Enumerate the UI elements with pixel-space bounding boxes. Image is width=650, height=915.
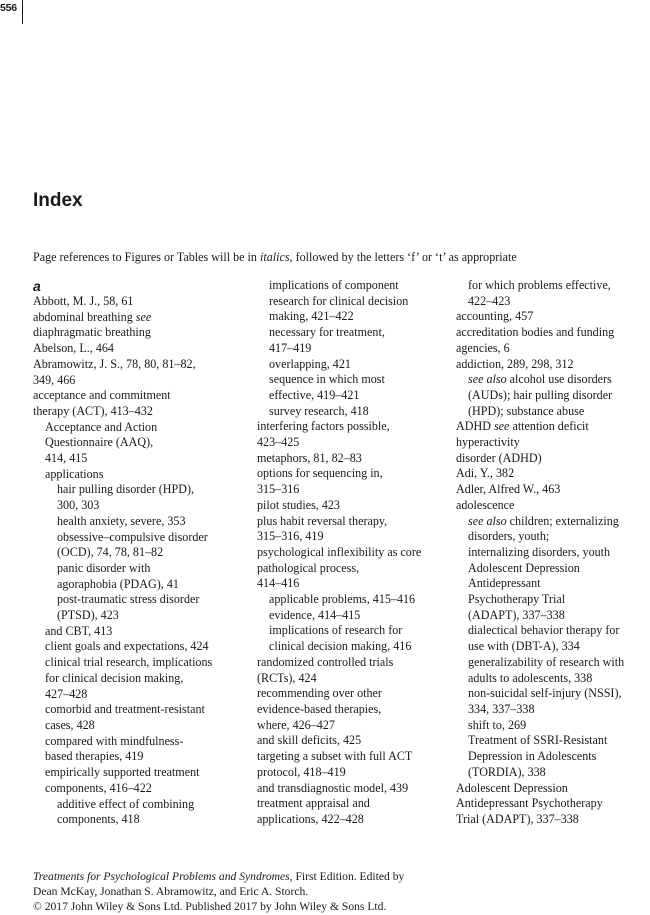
index-entry-line: hair pulling disorder (HPD), — [57, 482, 195, 497]
index-entry-line: client goals and expectations, 424 — [45, 639, 209, 654]
index-entry — [33, 357, 248, 388]
index-entry-line: plus habit reversal therapy, — [257, 513, 388, 528]
index-subentry — [257, 608, 449, 624]
index-entry-line: accreditation bodies and funding — [456, 325, 615, 340]
index-entry-line: 334, 337–338 — [468, 701, 535, 716]
index-entry — [456, 466, 650, 482]
index-subentry — [33, 655, 248, 702]
footer-edition: , First Edition. Edited by — [289, 870, 405, 883]
index-entry-line: Abbott, M. J., 58, 61 — [33, 294, 134, 308]
cross-reference-label: see — [493, 419, 510, 434]
index-entry — [257, 451, 449, 467]
footer-book-title: Treatments for Psychological Problems and Syndromes — [33, 870, 290, 883]
index-entry-line: Adi, Y., 382 — [456, 466, 515, 481]
page-number-rule — [22, 0, 23, 24]
index-entry — [33, 310, 248, 341]
index-entry-line: survey research, 418 — [269, 403, 369, 418]
index-entry-line: evidence, 414–415 — [269, 607, 361, 622]
index-entry-line: and transdiagnostic model, 439 — [257, 780, 409, 795]
index-entry-line: generalizability of research with — [468, 654, 625, 669]
index-subentry — [257, 592, 449, 608]
index-entry-line: abdominal breathing see — [33, 309, 152, 324]
index-entry-line: implications of component — [269, 278, 399, 292]
footer-book-line — [33, 869, 633, 884]
index-subentry — [33, 639, 248, 655]
index-subentry — [33, 624, 248, 640]
index-entry-line: Acceptance and Action — [45, 419, 158, 434]
index-subentry — [33, 514, 248, 530]
index-entry-line: applicable problems, 415–416 — [269, 592, 416, 607]
index-entry-line: additive effect of combining — [57, 796, 195, 811]
index-entry-line: for clinical decision making, — [45, 670, 184, 685]
index-entry-line: 315–316, 419 — [257, 529, 324, 544]
index-entry-line: agoraphobia (PDAG), 41 — [57, 576, 179, 591]
index-subentry — [456, 655, 650, 686]
index-subentry — [456, 718, 650, 734]
index-entry-line: internalizing disorders, youth — [468, 544, 611, 559]
cross-reference-label: see also — [468, 513, 507, 528]
cross-reference-label: see also — [468, 372, 507, 387]
index-entry — [257, 655, 449, 686]
index-entry — [257, 796, 449, 827]
footer-copyright: © 2017 John Wiley & Sons Ltd. Published 2017 by John Wiley & Sons Ltd. — [33, 900, 387, 914]
index-entry — [456, 325, 650, 356]
index-entry-line: pilot studies, 423 — [257, 497, 340, 512]
index-subentry — [456, 514, 650, 561]
index-entry-line: necessary for treatment, — [269, 325, 385, 340]
index-entry — [33, 388, 248, 419]
index-entry-line: Abramowitz, J. S., 78, 80, 81–82, — [33, 356, 196, 371]
intro-italic-word: italics — [259, 250, 290, 264]
index-entry — [257, 419, 449, 450]
index-entry — [257, 781, 449, 797]
index-entry-line: psychological inflexibility as core — [257, 544, 422, 559]
index-entry-line: based therapies, 419 — [45, 749, 144, 764]
index-entry — [456, 482, 650, 498]
index-entry-line: empirically supported treatment — [45, 765, 200, 780]
index-entry-line: Depression in Adolescents — [468, 749, 597, 764]
index-entry — [257, 514, 449, 545]
index-subentry — [33, 702, 248, 733]
index-entry-line: 423–425 — [257, 435, 300, 450]
index-entry-line: non-suicidal self-injury (NSSI), — [468, 686, 622, 701]
index-entry-line: comorbid and treatment-resistant — [45, 702, 205, 717]
index-entry-line: 422–423 — [468, 293, 511, 308]
index-subentry — [33, 482, 248, 513]
cross-reference-label: see — [135, 309, 152, 324]
index-entry-line: overlapping, 421 — [269, 356, 351, 371]
index-entry-line: making, 421–422 — [269, 309, 354, 324]
index-entry-line: applications — [45, 466, 104, 481]
column-1-entries — [33, 294, 248, 828]
index-entry-line: (AUDs); hair pulling disorder — [468, 387, 613, 402]
index-entry-line: 315–316 — [257, 482, 300, 497]
index-entry-line: Psychotherapy Trial — [468, 592, 566, 607]
index-subentry — [456, 372, 650, 419]
index-entry-line: compared with mindfulness- — [45, 733, 184, 748]
index-entry — [257, 733, 449, 749]
index-entry-line: hyperactivity — [456, 435, 520, 450]
index-entry-line: Adolescent Depression — [456, 780, 568, 795]
index-entry — [257, 466, 449, 497]
index-entry-line: (HPD); substance abuse — [468, 403, 585, 418]
index-entry-line: shift to, 269 — [468, 717, 527, 732]
index-entry — [257, 545, 449, 592]
index-entry-line: sequence in which most — [269, 372, 385, 387]
section-letter: a — [33, 278, 41, 294]
index-entry-line: 349, 466 — [33, 372, 76, 387]
page-number: 556 — [0, 2, 17, 14]
index-entry-line: post-traumatic stress disorder — [57, 592, 200, 607]
index-entry — [456, 357, 650, 373]
index-subentry — [33, 467, 248, 483]
index-subentry — [456, 686, 650, 717]
index-intro — [33, 249, 633, 265]
index-entry-line: use with (DBT-A), 334 — [468, 639, 580, 654]
index-entry-line: Antidepressant Psychotherapy — [456, 796, 603, 811]
index-entry-line: clinical decision making, 416 — [269, 639, 412, 654]
index-entry-line: addiction, 289, 298, 312 — [456, 356, 574, 371]
index-entry-line: disorder (ADHD) — [456, 450, 542, 465]
index-entry-line: agencies, 6 — [456, 340, 510, 355]
index-entry-line: therapy (ACT), 413–432 — [33, 403, 153, 418]
index-entry-line: evidence-based therapies, — [257, 701, 382, 716]
index-entry — [257, 749, 449, 780]
index-entry-line: (TORDIA), 338 — [468, 764, 546, 779]
index-entry-line: 414, 415 — [45, 451, 88, 466]
index-subentry — [257, 372, 449, 403]
index-entry-line: 414–416 — [257, 576, 300, 591]
index-entry-line: Treatment of SSRI-Resistant — [468, 733, 608, 748]
index-entry-line: disorders, youth; — [468, 529, 550, 544]
index-column-1 — [33, 278, 248, 828]
index-entry-line: effective, 419–421 — [269, 387, 360, 402]
index-entry-line: adults to adolescents, 338 — [468, 670, 593, 685]
index-title: Index — [33, 190, 83, 211]
index-entry-line: components, 416–422 — [45, 780, 152, 795]
index-column-2 — [257, 278, 449, 828]
index-subentry — [456, 733, 650, 780]
index-entry-line: 417–419 — [269, 340, 312, 355]
index-entry-line: treatment appraisal and — [257, 796, 370, 811]
index-subentry — [33, 420, 248, 467]
index-entry-line: components, 418 — [57, 812, 140, 827]
index-subentry — [456, 561, 650, 624]
index-subentry — [257, 357, 449, 373]
index-entry-line: for which problems effective, — [468, 278, 611, 292]
index-entry-line: Antidepressant — [468, 576, 541, 591]
index-entry-line: pathological process, — [257, 560, 360, 575]
index-entry-line: and skill deficits, 425 — [257, 733, 362, 748]
index-entry-line: cases, 428 — [45, 717, 95, 732]
index-subentry — [33, 592, 248, 623]
index-entry-line: dialectical behavior therapy for — [468, 623, 620, 638]
index-entry-line: randomized controlled trials — [257, 654, 394, 669]
index-entry-line: applications, 422–428 — [257, 811, 364, 826]
index-subentry — [33, 734, 248, 765]
index-entry-line: where, 426–427 — [257, 717, 335, 732]
index-entry — [456, 309, 650, 325]
index-entry-line: metaphors, 81, 82–83 — [257, 450, 362, 465]
index-entry-line: health anxiety, severe, 353 — [57, 513, 186, 528]
index-subentry — [257, 623, 449, 654]
column-3-entries — [456, 278, 650, 828]
index-entry-line: 427–428 — [45, 686, 88, 701]
index-column-3 — [456, 278, 650, 828]
index-entry-line: (OCD), 74, 78, 81–82 — [57, 545, 164, 560]
index-entry-line: recommending over other — [257, 686, 382, 701]
column-2-entries — [257, 278, 449, 828]
index-entry — [257, 498, 449, 514]
intro-prefix: Page references to Figures or Tables will be in — [33, 250, 260, 264]
index-entry-line: Adler, Alfred W., 463 — [456, 482, 561, 497]
footer-editors: Dean McKay, Jonathan S. Abramowitz, and Eric A. Storch. — [33, 885, 309, 899]
index-subentry — [33, 765, 248, 796]
index-entry-line: research for clinical decision — [269, 293, 409, 308]
index-entry-line: (PTSD), 423 — [57, 608, 119, 623]
index-entry-line: 300, 303 — [57, 498, 100, 513]
index-entry-line: options for sequencing in, — [257, 466, 383, 481]
index-entry-line: implications of research for — [269, 623, 403, 638]
index-entry-line: panic disorder with — [57, 560, 151, 575]
index-subentry — [456, 278, 650, 309]
index-entry-line: (RCTs), 424 — [257, 670, 317, 685]
index-entry-line: diaphragmatic breathing — [33, 325, 151, 340]
index-entry-line: Questionnaire (AAQ), — [45, 435, 154, 450]
index-subentry — [33, 530, 248, 561]
index-entry-line: clinical trial research, implications — [45, 655, 213, 670]
copyright-footer — [33, 869, 633, 915]
index-subentry — [33, 561, 248, 592]
index-subentry — [257, 325, 449, 356]
index-entry — [257, 686, 449, 733]
index-entry-line: acceptance and commitment — [33, 388, 171, 403]
index-entry-line: adolescence — [456, 497, 515, 512]
index-entry-line: Adolescent Depression — [468, 560, 580, 575]
index-subentry — [257, 404, 449, 420]
index-entry-line: and CBT, 413 — [45, 623, 113, 638]
index-subentry — [33, 797, 248, 828]
index-entry-line: see also children; externalizing — [468, 513, 619, 528]
index-entry-line: targeting a subset with full ACT — [257, 749, 413, 764]
index-entry-line: Trial (ADAPT), 337–338 — [456, 811, 579, 826]
index-entry — [456, 419, 650, 466]
index-entry — [33, 294, 248, 310]
index-entry — [33, 341, 248, 357]
intro-suffix: , followed by the letters ‘f’ or ‘t’ as appropriate — [289, 250, 517, 264]
index-entry — [456, 781, 650, 828]
index-entry-line: protocol, 418–419 — [257, 764, 346, 779]
index-entry-line: (ADAPT), 337–338 — [468, 607, 565, 622]
index-subentry — [456, 623, 650, 654]
index-entry — [456, 498, 650, 514]
index-entry-line: ADHD see attention deficit — [456, 419, 589, 434]
index-entry-line: interfering factors possible, — [257, 419, 390, 434]
index-entry-line: accounting, 457 — [456, 309, 534, 324]
index-entry-line: obsessive–compulsive disorder — [57, 529, 208, 544]
index-entry-line: see also alcohol use disorders — [468, 372, 612, 387]
index-subentry — [257, 278, 449, 325]
index-entry-line: Abelson, L., 464 — [33, 341, 114, 356]
